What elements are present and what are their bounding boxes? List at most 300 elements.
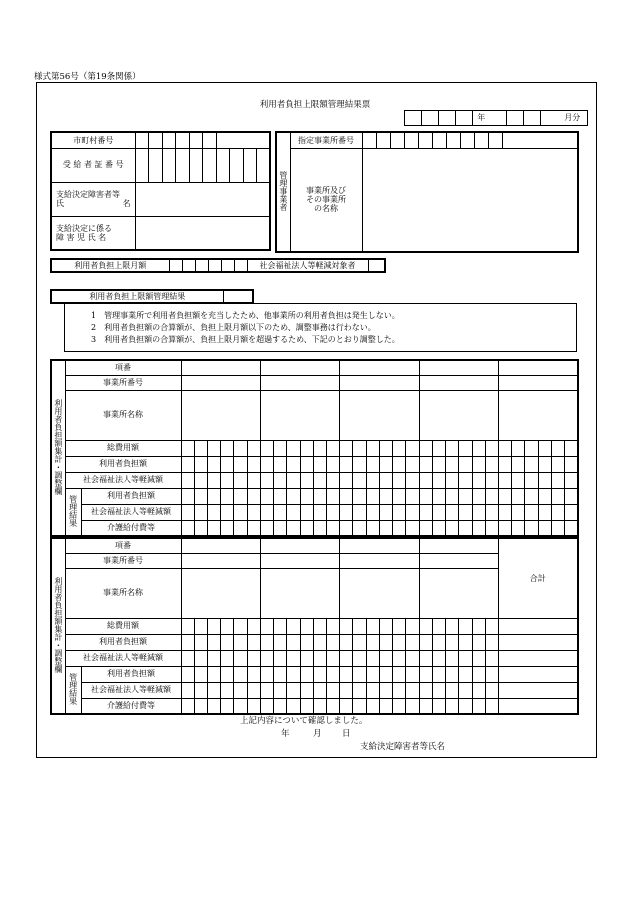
adjust-digit-cell[interactable] bbox=[459, 472, 472, 488]
adjust-digit-cell[interactable] bbox=[340, 504, 353, 520]
adjust-digit-cell[interactable] bbox=[313, 618, 326, 634]
total-cell[interactable] bbox=[499, 618, 578, 634]
adjust-digit-cell[interactable] bbox=[221, 682, 234, 698]
adjust-digit-cell[interactable] bbox=[419, 520, 432, 536]
adjust-digit-cell[interactable] bbox=[260, 472, 273, 488]
adjust-digit-cell[interactable] bbox=[260, 682, 273, 698]
adjust-digit-cell[interactable] bbox=[181, 666, 194, 682]
adjust-digit-cell[interactable] bbox=[300, 634, 313, 650]
adjust-digit-cell[interactable] bbox=[326, 698, 339, 714]
adjust-digit-cell[interactable] bbox=[300, 666, 313, 682]
adjust-digit-cell[interactable] bbox=[432, 634, 445, 650]
adjust-digit-cell[interactable] bbox=[565, 520, 578, 536]
adjust-digit-cell[interactable] bbox=[406, 618, 419, 634]
office-number-cell[interactable] bbox=[446, 132, 460, 148]
adjust-digit-cell[interactable] bbox=[512, 456, 525, 472]
adjust-digit-cell[interactable] bbox=[274, 650, 287, 666]
adjust-digit-cell[interactable] bbox=[300, 650, 313, 666]
municipality-cell[interactable] bbox=[176, 132, 190, 148]
office-number-cell[interactable] bbox=[432, 132, 446, 148]
year-cell-1[interactable] bbox=[405, 111, 422, 126]
certificate-cell[interactable] bbox=[216, 148, 230, 182]
total-cell[interactable] bbox=[499, 698, 578, 714]
office-number-cell[interactable] bbox=[404, 132, 418, 148]
adjust-digit-cell[interactable] bbox=[432, 440, 445, 456]
adjust-digit-cell[interactable] bbox=[221, 618, 234, 634]
adjust-digit-cell[interactable] bbox=[313, 504, 326, 520]
adjust-digit-cell[interactable] bbox=[313, 634, 326, 650]
monthly-cap-cell[interactable] bbox=[234, 259, 247, 272]
adjust-entry-cell[interactable] bbox=[419, 553, 498, 568]
adjust-digit-cell[interactable] bbox=[194, 456, 207, 472]
adjust-digit-cell[interactable] bbox=[326, 488, 339, 504]
adjust-digit-cell[interactable] bbox=[207, 666, 220, 682]
adjust-digit-cell[interactable] bbox=[287, 698, 300, 714]
adjust-digit-cell[interactable] bbox=[260, 488, 273, 504]
adjust-digit-cell[interactable] bbox=[287, 472, 300, 488]
adjust-digit-cell[interactable] bbox=[432, 666, 445, 682]
adjust-digit-cell[interactable] bbox=[472, 504, 485, 520]
adjust-digit-cell[interactable] bbox=[326, 682, 339, 698]
adjust-digit-cell[interactable] bbox=[472, 520, 485, 536]
adjust-digit-cell[interactable] bbox=[340, 520, 353, 536]
adjust-digit-cell[interactable] bbox=[499, 520, 512, 536]
adjust-digit-cell[interactable] bbox=[340, 456, 353, 472]
adjust-digit-cell[interactable] bbox=[234, 682, 247, 698]
adjust-digit-cell[interactable] bbox=[287, 682, 300, 698]
adjust-entry-cell[interactable] bbox=[419, 568, 498, 618]
adjust-digit-cell[interactable] bbox=[300, 682, 313, 698]
adjust-entry-cell[interactable] bbox=[260, 568, 339, 618]
adjust-digit-cell[interactable] bbox=[565, 440, 578, 456]
adjust-digit-cell[interactable] bbox=[379, 520, 392, 536]
adjust-digit-cell[interactable] bbox=[353, 618, 366, 634]
adjust-digit-cell[interactable] bbox=[406, 504, 419, 520]
adjust-digit-cell[interactable] bbox=[472, 682, 485, 698]
adjust-digit-cell[interactable] bbox=[366, 504, 379, 520]
adjust-digit-cell[interactable] bbox=[406, 456, 419, 472]
adjust-digit-cell[interactable] bbox=[485, 520, 498, 536]
adjust-digit-cell[interactable] bbox=[393, 440, 406, 456]
adjust-digit-cell[interactable] bbox=[446, 634, 459, 650]
municipality-cell[interactable] bbox=[203, 132, 217, 148]
adjust-digit-cell[interactable] bbox=[326, 456, 339, 472]
adjust-digit-cell[interactable] bbox=[459, 504, 472, 520]
adjust-digit-cell[interactable] bbox=[274, 504, 287, 520]
adjust-digit-cell[interactable] bbox=[221, 488, 234, 504]
adjust-digit-cell[interactable] bbox=[234, 456, 247, 472]
adjust-digit-cell[interactable] bbox=[366, 650, 379, 666]
adjust-digit-cell[interactable] bbox=[207, 650, 220, 666]
adjust-digit-cell[interactable] bbox=[459, 488, 472, 504]
certificate-cell[interactable] bbox=[176, 148, 190, 182]
adjust-entry-cell[interactable] bbox=[419, 538, 498, 553]
adjust-digit-cell[interactable] bbox=[393, 650, 406, 666]
adjust-entry-cell[interactable] bbox=[340, 375, 419, 390]
adjust-digit-cell[interactable] bbox=[353, 698, 366, 714]
adjust-digit-cell[interactable] bbox=[181, 634, 194, 650]
monthly-cap-cell[interactable] bbox=[195, 259, 208, 272]
adjust-digit-cell[interactable] bbox=[499, 504, 512, 520]
adjust-digit-cell[interactable] bbox=[260, 634, 273, 650]
adjust-digit-cell[interactable] bbox=[446, 618, 459, 634]
adjust-digit-cell[interactable] bbox=[366, 440, 379, 456]
total-cell[interactable] bbox=[499, 682, 578, 698]
adjust-digit-cell[interactable] bbox=[300, 456, 313, 472]
adjust-digit-cell[interactable] bbox=[472, 472, 485, 488]
adjust-digit-cell[interactable] bbox=[313, 472, 326, 488]
adjust-digit-cell[interactable] bbox=[300, 472, 313, 488]
adjust-digit-cell[interactable] bbox=[181, 698, 194, 714]
adjust-digit-cell[interactable] bbox=[538, 488, 551, 504]
adjust-digit-cell[interactable] bbox=[419, 440, 432, 456]
adjust-digit-cell[interactable] bbox=[406, 682, 419, 698]
adjust-digit-cell[interactable] bbox=[379, 666, 392, 682]
adjust-digit-cell[interactable] bbox=[340, 698, 353, 714]
adjust-digit-cell[interactable] bbox=[207, 520, 220, 536]
adjust-digit-cell[interactable] bbox=[287, 456, 300, 472]
adjust-entry-cell[interactable] bbox=[419, 390, 498, 440]
certificate-cell[interactable] bbox=[135, 148, 149, 182]
adjust-digit-cell[interactable] bbox=[287, 520, 300, 536]
adjust-digit-cell[interactable] bbox=[221, 520, 234, 536]
adjust-digit-cell[interactable] bbox=[313, 682, 326, 698]
adjust-digit-cell[interactable] bbox=[300, 488, 313, 504]
adjust-digit-cell[interactable] bbox=[432, 650, 445, 666]
adjust-digit-cell[interactable] bbox=[340, 618, 353, 634]
adjust-digit-cell[interactable] bbox=[274, 666, 287, 682]
adjust-digit-cell[interactable] bbox=[393, 520, 406, 536]
adjust-digit-cell[interactable] bbox=[419, 488, 432, 504]
adjust-digit-cell[interactable] bbox=[274, 682, 287, 698]
adjust-digit-cell[interactable] bbox=[525, 504, 538, 520]
adjust-digit-cell[interactable] bbox=[459, 650, 472, 666]
adjust-entry-cell[interactable] bbox=[499, 360, 578, 375]
adjust-digit-cell[interactable] bbox=[313, 488, 326, 504]
municipality-cell[interactable] bbox=[162, 132, 176, 148]
adjust-digit-cell[interactable] bbox=[247, 650, 260, 666]
adjust-digit-cell[interactable] bbox=[221, 698, 234, 714]
adjust-digit-cell[interactable] bbox=[194, 440, 207, 456]
adjust-entry-cell[interactable] bbox=[260, 553, 339, 568]
adjust-digit-cell[interactable] bbox=[432, 682, 445, 698]
adjust-digit-cell[interactable] bbox=[326, 520, 339, 536]
adjust-digit-cell[interactable] bbox=[340, 682, 353, 698]
adjust-digit-cell[interactable] bbox=[313, 666, 326, 682]
adjust-digit-cell[interactable] bbox=[459, 634, 472, 650]
adjust-entry-cell[interactable] bbox=[260, 360, 339, 375]
office-number-cell[interactable] bbox=[390, 132, 404, 148]
adjust-digit-cell[interactable] bbox=[194, 488, 207, 504]
adjust-digit-cell[interactable] bbox=[459, 698, 472, 714]
adjust-digit-cell[interactable] bbox=[221, 666, 234, 682]
adjust-digit-cell[interactable] bbox=[221, 504, 234, 520]
adjust-digit-cell[interactable] bbox=[459, 666, 472, 682]
adjust-digit-cell[interactable] bbox=[446, 650, 459, 666]
adjust-digit-cell[interactable] bbox=[419, 666, 432, 682]
office-number-cell[interactable] bbox=[488, 132, 502, 148]
social-welfare-target-check[interactable] bbox=[368, 259, 385, 272]
adjust-digit-cell[interactable] bbox=[472, 456, 485, 472]
adjust-digit-cell[interactable] bbox=[181, 618, 194, 634]
adjust-digit-cell[interactable] bbox=[207, 698, 220, 714]
adjust-digit-cell[interactable] bbox=[459, 456, 472, 472]
adjust-digit-cell[interactable] bbox=[234, 650, 247, 666]
adjust-digit-cell[interactable] bbox=[525, 456, 538, 472]
office-number-cell[interactable] bbox=[418, 132, 432, 148]
adjust-digit-cell[interactable] bbox=[287, 488, 300, 504]
adjust-digit-cell[interactable] bbox=[207, 618, 220, 634]
adjust-digit-cell[interactable] bbox=[326, 618, 339, 634]
adjust-digit-cell[interactable] bbox=[340, 440, 353, 456]
adjust-digit-cell[interactable] bbox=[366, 618, 379, 634]
adjust-digit-cell[interactable] bbox=[406, 472, 419, 488]
adjust-digit-cell[interactable] bbox=[366, 634, 379, 650]
adjust-digit-cell[interactable] bbox=[379, 682, 392, 698]
management-result-value[interactable] bbox=[223, 290, 253, 303]
adjust-digit-cell[interactable] bbox=[485, 682, 498, 698]
adjust-digit-cell[interactable] bbox=[260, 520, 273, 536]
adjust-digit-cell[interactable] bbox=[499, 488, 512, 504]
adjust-digit-cell[interactable] bbox=[234, 504, 247, 520]
adjust-digit-cell[interactable] bbox=[432, 520, 445, 536]
total-cell[interactable] bbox=[499, 650, 578, 666]
adjust-digit-cell[interactable] bbox=[379, 504, 392, 520]
adjust-digit-cell[interactable] bbox=[499, 456, 512, 472]
adjust-digit-cell[interactable] bbox=[379, 698, 392, 714]
adjust-digit-cell[interactable] bbox=[274, 472, 287, 488]
adjust-digit-cell[interactable] bbox=[419, 634, 432, 650]
total-cell[interactable] bbox=[499, 666, 578, 682]
adjust-digit-cell[interactable] bbox=[446, 472, 459, 488]
adjust-digit-cell[interactable] bbox=[406, 634, 419, 650]
office-number-cell[interactable] bbox=[362, 132, 376, 148]
adjust-digit-cell[interactable] bbox=[538, 504, 551, 520]
adjust-digit-cell[interactable] bbox=[551, 456, 564, 472]
adjust-digit-cell[interactable] bbox=[419, 698, 432, 714]
adjust-digit-cell[interactable] bbox=[472, 488, 485, 504]
adjust-digit-cell[interactable] bbox=[260, 698, 273, 714]
adjust-digit-cell[interactable] bbox=[565, 488, 578, 504]
adjust-digit-cell[interactable] bbox=[207, 504, 220, 520]
adjust-digit-cell[interactable] bbox=[300, 618, 313, 634]
adjust-digit-cell[interactable] bbox=[221, 440, 234, 456]
adjust-digit-cell[interactable] bbox=[181, 488, 194, 504]
adjust-digit-cell[interactable] bbox=[446, 666, 459, 682]
adjust-digit-cell[interactable] bbox=[287, 634, 300, 650]
adjust-digit-cell[interactable] bbox=[181, 440, 194, 456]
adjust-digit-cell[interactable] bbox=[260, 666, 273, 682]
adjust-digit-cell[interactable] bbox=[512, 504, 525, 520]
adjust-digit-cell[interactable] bbox=[287, 440, 300, 456]
adjust-entry-cell[interactable] bbox=[340, 390, 419, 440]
adjust-digit-cell[interactable] bbox=[247, 472, 260, 488]
office-number-cell[interactable] bbox=[460, 132, 474, 148]
adjust-digit-cell[interactable] bbox=[393, 666, 406, 682]
adjust-digit-cell[interactable] bbox=[565, 472, 578, 488]
adjust-digit-cell[interactable] bbox=[379, 472, 392, 488]
adjust-digit-cell[interactable] bbox=[499, 440, 512, 456]
adjust-digit-cell[interactable] bbox=[538, 440, 551, 456]
adjust-digit-cell[interactable] bbox=[247, 618, 260, 634]
adjust-digit-cell[interactable] bbox=[485, 666, 498, 682]
adjust-digit-cell[interactable] bbox=[353, 666, 366, 682]
adjust-entry-cell[interactable] bbox=[340, 568, 419, 618]
adjust-digit-cell[interactable] bbox=[326, 650, 339, 666]
adjust-digit-cell[interactable] bbox=[221, 456, 234, 472]
adjust-digit-cell[interactable] bbox=[432, 618, 445, 634]
adjust-digit-cell[interactable] bbox=[247, 666, 260, 682]
year-cell-4[interactable] bbox=[456, 111, 473, 126]
adjust-digit-cell[interactable] bbox=[221, 634, 234, 650]
adjust-digit-cell[interactable] bbox=[366, 520, 379, 536]
adjust-digit-cell[interactable] bbox=[366, 472, 379, 488]
adjust-digit-cell[interactable] bbox=[446, 698, 459, 714]
adjust-digit-cell[interactable] bbox=[551, 440, 564, 456]
adjust-digit-cell[interactable] bbox=[485, 698, 498, 714]
adjust-digit-cell[interactable] bbox=[326, 504, 339, 520]
adjust-digit-cell[interactable] bbox=[313, 456, 326, 472]
adjust-digit-cell[interactable] bbox=[181, 650, 194, 666]
adjust-digit-cell[interactable] bbox=[406, 666, 419, 682]
adjust-entry-cell[interactable] bbox=[260, 375, 339, 390]
adjust-digit-cell[interactable] bbox=[181, 520, 194, 536]
adjust-digit-cell[interactable] bbox=[459, 520, 472, 536]
adjust-digit-cell[interactable] bbox=[565, 456, 578, 472]
certificate-cell[interactable] bbox=[243, 148, 257, 182]
adjust-entry-cell[interactable] bbox=[419, 360, 498, 375]
office-number-cell[interactable] bbox=[376, 132, 390, 148]
adjust-digit-cell[interactable] bbox=[221, 472, 234, 488]
adjust-digit-cell[interactable] bbox=[247, 456, 260, 472]
adjust-digit-cell[interactable] bbox=[181, 682, 194, 698]
adjust-digit-cell[interactable] bbox=[194, 666, 207, 682]
adjust-digit-cell[interactable] bbox=[353, 682, 366, 698]
certificate-cell[interactable] bbox=[230, 148, 244, 182]
adjust-entry-cell[interactable] bbox=[340, 360, 419, 375]
adjust-digit-cell[interactable] bbox=[313, 650, 326, 666]
decision-person-name[interactable] bbox=[135, 182, 270, 216]
adjust-digit-cell[interactable] bbox=[551, 472, 564, 488]
adjust-digit-cell[interactable] bbox=[512, 520, 525, 536]
year-cell-2[interactable] bbox=[422, 111, 439, 126]
adjust-digit-cell[interactable] bbox=[287, 650, 300, 666]
adjust-entry-cell[interactable] bbox=[181, 390, 260, 440]
adjust-digit-cell[interactable] bbox=[432, 698, 445, 714]
adjust-digit-cell[interactable] bbox=[366, 456, 379, 472]
adjust-digit-cell[interactable] bbox=[379, 488, 392, 504]
adjust-digit-cell[interactable] bbox=[340, 634, 353, 650]
adjust-digit-cell[interactable] bbox=[353, 634, 366, 650]
month-cell-2[interactable] bbox=[524, 111, 541, 126]
adjust-digit-cell[interactable] bbox=[274, 634, 287, 650]
adjust-digit-cell[interactable] bbox=[393, 488, 406, 504]
adjust-digit-cell[interactable] bbox=[472, 698, 485, 714]
adjust-digit-cell[interactable] bbox=[234, 488, 247, 504]
adjust-digit-cell[interactable] bbox=[260, 618, 273, 634]
adjust-digit-cell[interactable] bbox=[446, 520, 459, 536]
adjust-digit-cell[interactable] bbox=[538, 472, 551, 488]
certificate-cell[interactable] bbox=[149, 148, 163, 182]
year-cell-3[interactable] bbox=[439, 111, 456, 126]
adjust-digit-cell[interactable] bbox=[432, 488, 445, 504]
adjust-digit-cell[interactable] bbox=[181, 504, 194, 520]
adjust-digit-cell[interactable] bbox=[181, 456, 194, 472]
certificate-cell[interactable] bbox=[257, 148, 271, 182]
adjust-digit-cell[interactable] bbox=[406, 698, 419, 714]
adjust-digit-cell[interactable] bbox=[379, 634, 392, 650]
adjust-digit-cell[interactable] bbox=[247, 488, 260, 504]
adjust-digit-cell[interactable] bbox=[234, 472, 247, 488]
adjust-digit-cell[interactable] bbox=[194, 698, 207, 714]
adjust-digit-cell[interactable] bbox=[393, 472, 406, 488]
adjust-digit-cell[interactable] bbox=[485, 456, 498, 472]
adjust-digit-cell[interactable] bbox=[260, 650, 273, 666]
total-cell[interactable] bbox=[499, 634, 578, 650]
adjust-digit-cell[interactable] bbox=[512, 440, 525, 456]
adjust-digit-cell[interactable] bbox=[353, 472, 366, 488]
adjust-digit-cell[interactable] bbox=[525, 488, 538, 504]
adjust-digit-cell[interactable] bbox=[287, 666, 300, 682]
adjust-digit-cell[interactable] bbox=[366, 698, 379, 714]
adjust-digit-cell[interactable] bbox=[194, 650, 207, 666]
adjust-digit-cell[interactable] bbox=[326, 440, 339, 456]
adjust-digit-cell[interactable] bbox=[366, 682, 379, 698]
adjust-digit-cell[interactable] bbox=[326, 634, 339, 650]
adjust-digit-cell[interactable] bbox=[485, 488, 498, 504]
adjust-digit-cell[interactable] bbox=[459, 440, 472, 456]
adjust-digit-cell[interactable] bbox=[247, 520, 260, 536]
adjust-digit-cell[interactable] bbox=[432, 504, 445, 520]
monthly-cap-cell[interactable] bbox=[182, 259, 195, 272]
adjust-digit-cell[interactable] bbox=[446, 456, 459, 472]
adjust-entry-cell[interactable] bbox=[419, 375, 498, 390]
adjust-digit-cell[interactable] bbox=[446, 440, 459, 456]
adjust-digit-cell[interactable] bbox=[393, 618, 406, 634]
adjust-entry-cell[interactable] bbox=[499, 375, 578, 390]
adjust-digit-cell[interactable] bbox=[393, 698, 406, 714]
adjust-digit-cell[interactable] bbox=[485, 472, 498, 488]
adjust-digit-cell[interactable] bbox=[247, 682, 260, 698]
adjust-entry-cell[interactable] bbox=[181, 360, 260, 375]
adjust-digit-cell[interactable] bbox=[194, 618, 207, 634]
adjust-digit-cell[interactable] bbox=[393, 634, 406, 650]
adjust-digit-cell[interactable] bbox=[326, 472, 339, 488]
adjust-digit-cell[interactable] bbox=[432, 456, 445, 472]
adjust-digit-cell[interactable] bbox=[565, 504, 578, 520]
adjust-digit-cell[interactable] bbox=[446, 682, 459, 698]
adjust-digit-cell[interactable] bbox=[340, 488, 353, 504]
adjust-digit-cell[interactable] bbox=[300, 520, 313, 536]
adjust-digit-cell[interactable] bbox=[340, 650, 353, 666]
adjust-digit-cell[interactable] bbox=[419, 682, 432, 698]
monthly-cap-cell[interactable] bbox=[169, 259, 182, 272]
adjust-digit-cell[interactable] bbox=[181, 472, 194, 488]
adjust-digit-cell[interactable] bbox=[393, 456, 406, 472]
adjust-digit-cell[interactable] bbox=[366, 488, 379, 504]
adjust-entry-cell[interactable] bbox=[260, 538, 339, 553]
adjust-digit-cell[interactable] bbox=[499, 472, 512, 488]
adjust-digit-cell[interactable] bbox=[525, 440, 538, 456]
adjust-digit-cell[interactable] bbox=[313, 520, 326, 536]
adjust-digit-cell[interactable] bbox=[247, 504, 260, 520]
adjust-entry-cell[interactable] bbox=[181, 553, 260, 568]
adjust-digit-cell[interactable] bbox=[406, 440, 419, 456]
adjust-digit-cell[interactable] bbox=[419, 504, 432, 520]
adjust-digit-cell[interactable] bbox=[274, 618, 287, 634]
adjust-digit-cell[interactable] bbox=[366, 666, 379, 682]
adjust-digit-cell[interactable] bbox=[260, 504, 273, 520]
